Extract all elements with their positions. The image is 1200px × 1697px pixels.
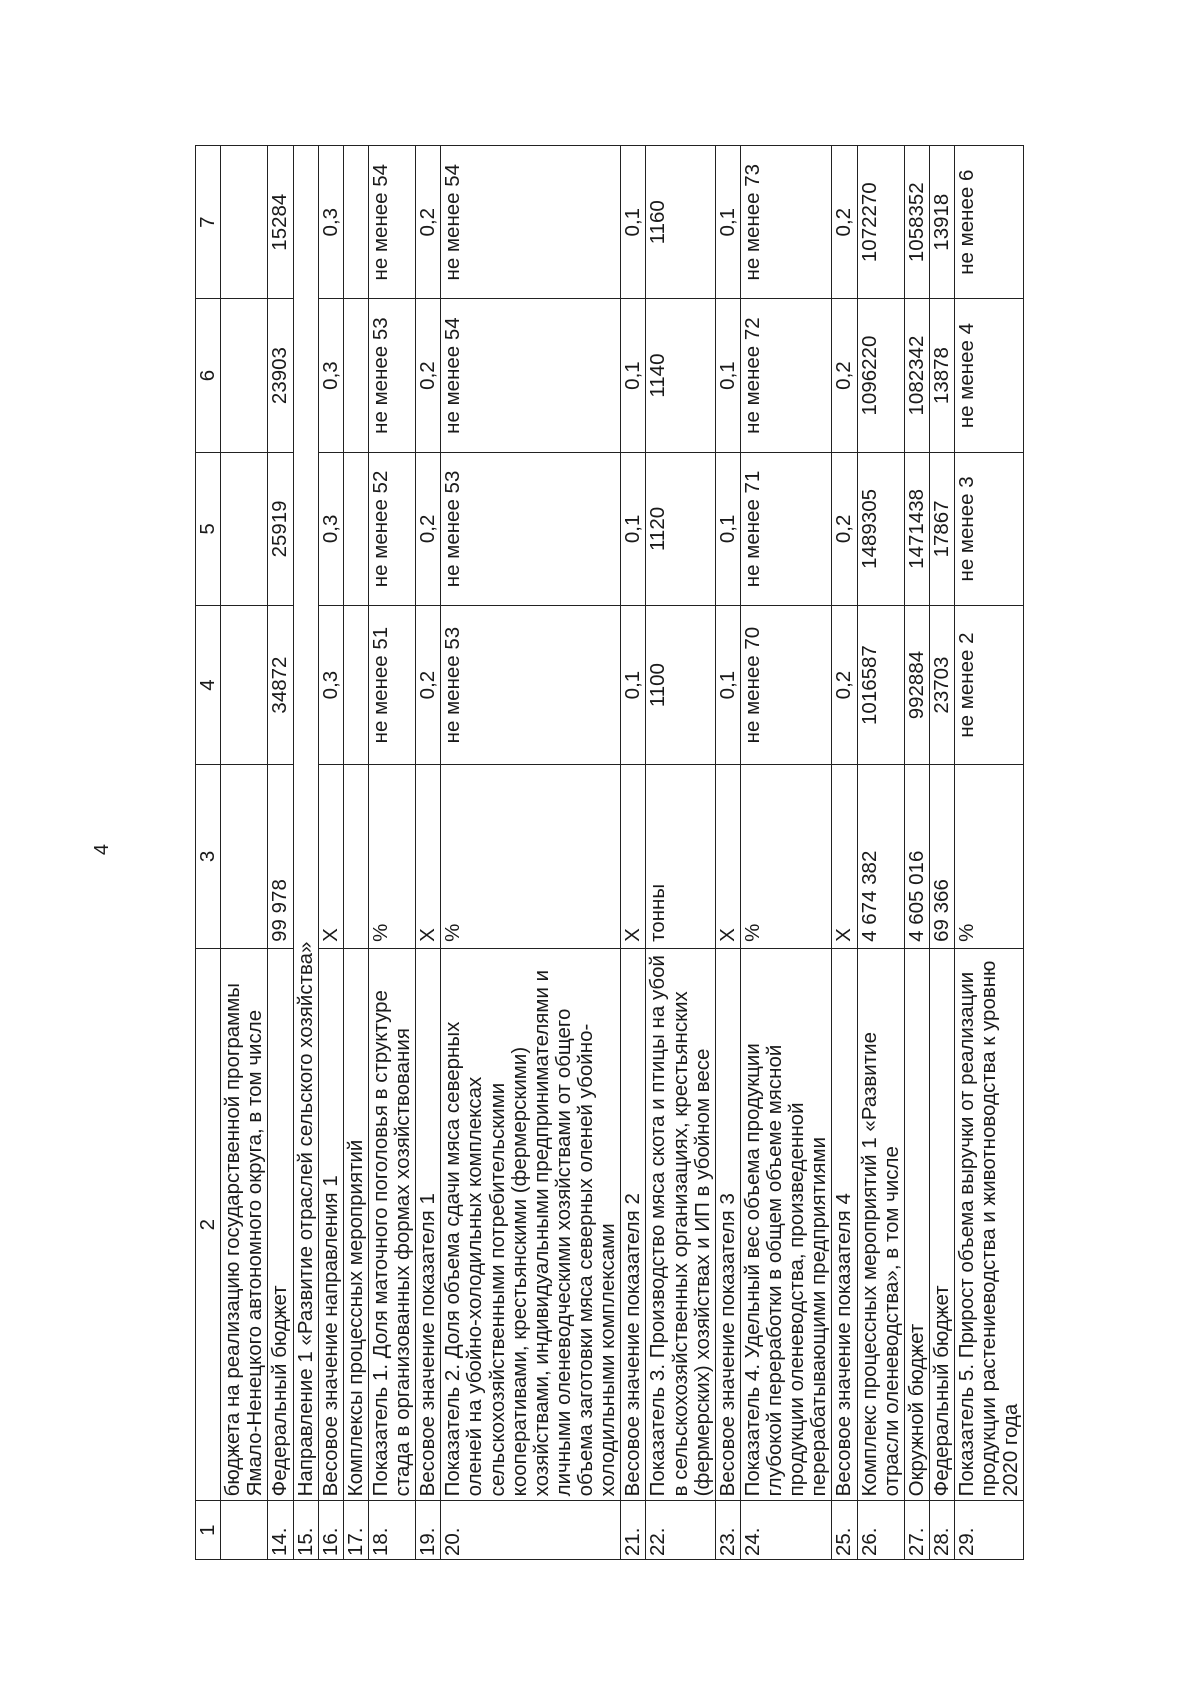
- value-cell-col4: 34872: [268, 606, 293, 765]
- header-cell: 4: [196, 606, 221, 765]
- header-cell: 7: [196, 146, 221, 299]
- table-row: [441, 146, 621, 1560]
- value-cell-col7: 13918: [929, 146, 954, 299]
- unit-or-total-cell: X: [621, 765, 646, 949]
- value-cell-col4: 0,2: [416, 606, 441, 765]
- value-cell-col7: [221, 146, 268, 299]
- value-cell-col5: не менее 52: [368, 452, 415, 605]
- row-number: 24.: [740, 1501, 832, 1560]
- value-cell-col5: 17867: [929, 452, 954, 605]
- row-number: 26.: [857, 1501, 904, 1560]
- unit-or-total-cell: X: [715, 765, 740, 949]
- unit-or-total-cell: X: [416, 765, 441, 949]
- value-cell-col4: 0,1: [715, 606, 740, 765]
- table-row: [621, 146, 646, 1560]
- value-cell-col4: не менее 53: [441, 606, 621, 765]
- table-row: [318, 146, 343, 1560]
- value-cell-col6: 13878: [929, 299, 954, 452]
- value-cell-col6: 0,3: [318, 299, 343, 452]
- table-row: [268, 146, 293, 1560]
- row-number: 23.: [715, 1501, 740, 1560]
- table-row: [715, 146, 740, 1560]
- value-cell-col7: не менее 54: [441, 146, 621, 299]
- unit-or-total-cell: [343, 765, 368, 949]
- unit-or-total-cell: 99 978: [268, 765, 293, 949]
- value-cell-col5: не менее 53: [441, 452, 621, 605]
- value-cell-col5: 0,2: [416, 452, 441, 605]
- value-cell-col7: 1160: [646, 146, 715, 299]
- unit-or-total-cell: %: [368, 765, 415, 949]
- value-cell-col6: 0,1: [715, 299, 740, 452]
- row-number: 20.: [441, 1501, 621, 1560]
- table-row: [857, 146, 904, 1560]
- value-cell-col4: [343, 606, 368, 765]
- value-cell-col7: 15284: [268, 146, 293, 299]
- value-cell-col5: 1489305: [857, 452, 904, 605]
- row-title: Окружной бюджет: [904, 948, 929, 1501]
- row-number: 29.: [955, 1501, 1024, 1560]
- value-cell-col4: 0,1: [621, 606, 646, 765]
- value-cell-col7: не менее 6: [955, 146, 1024, 299]
- value-cell-col7: 0,2: [416, 146, 441, 299]
- indicators-table: [195, 145, 1024, 1560]
- unit-or-total-cell: 69 366: [929, 765, 954, 949]
- value-cell-col5: не менее 3: [955, 452, 1024, 605]
- value-cell-col6: не менее 4: [955, 299, 1024, 452]
- row-number: 22.: [646, 1501, 715, 1560]
- value-cell-col4: 0,2: [832, 606, 857, 765]
- table-row: [368, 146, 415, 1560]
- value-cell-col4: 1100: [646, 606, 715, 765]
- value-cell-col7: [343, 146, 368, 299]
- value-cell-col6: 1096220: [857, 299, 904, 452]
- value-cell-col7: 0,2: [832, 146, 857, 299]
- table-row: [221, 146, 268, 1560]
- header-cell: 3: [196, 765, 221, 949]
- value-cell-col6: не менее 54: [441, 299, 621, 452]
- value-cell-col6: [221, 299, 268, 452]
- row-number: 15.: [293, 1501, 318, 1560]
- row-title: Показатель 1. Доля маточного поголовья в структуре стада в организованных формах хозяйствования: [368, 948, 415, 1501]
- row-title: Показатель 2. Доля объема сдачи мяса северных оленей на убойно-холодильных комплексах сельскохозяйственными потребительскими кооперативами, крестьянскими (фермерскими) хозяйствами, индивидуальными предпринимателями и личными оленеводческими хозяйствами от общего объема заготовки мяса северных оленей убойно-холодильными комплексами: [441, 948, 621, 1501]
- row-number: 27.: [904, 1501, 929, 1560]
- unit-or-total-cell: 4 605 016: [904, 765, 929, 949]
- value-cell-col4: не менее 2: [955, 606, 1024, 765]
- value-cell-col4: 0,3: [318, 606, 343, 765]
- unit-or-total-cell: %: [740, 765, 832, 949]
- row-title: Весовое значение показателя 1: [416, 948, 441, 1501]
- value-cell-col6: не менее 72: [740, 299, 832, 452]
- value-cell-col7: 0,1: [715, 146, 740, 299]
- header-cell: 6: [196, 299, 221, 452]
- row-title: бюджета на реализацию государственной программы Ямало-Ненецкого автономного округа, в том числе: [221, 948, 268, 1501]
- row-title: Весовое значение показателя 3: [715, 948, 740, 1501]
- header-cell: 1: [196, 1501, 221, 1560]
- value-cell-col6: 1082342: [904, 299, 929, 452]
- row-title: Весовое значение показателя 4: [832, 948, 857, 1501]
- row-title: Весовое значение направления 1: [318, 948, 343, 1501]
- value-cell-col7: 0,1: [621, 146, 646, 299]
- row-title: Комплексы процессных мероприятий: [343, 948, 368, 1501]
- row-number: 21.: [621, 1501, 646, 1560]
- value-cell-col4: 23703: [929, 606, 954, 765]
- table-header-row: [196, 146, 221, 1560]
- row-title: Федеральный бюджет: [268, 948, 293, 1501]
- value-cell-col4: [221, 606, 268, 765]
- rotated-table-wrapper: [195, 145, 1113, 1560]
- value-cell-col4: не менее 70: [740, 606, 832, 765]
- value-cell-col5: [221, 452, 268, 605]
- row-number: 28.: [929, 1501, 954, 1560]
- table-row: [740, 146, 832, 1560]
- table-row: [929, 146, 954, 1560]
- row-title: Весовое значение показателя 2: [621, 948, 646, 1501]
- value-cell-col6: не менее 53: [368, 299, 415, 452]
- value-cell-col4: 992884: [904, 606, 929, 765]
- unit-or-total-cell: тонны: [646, 765, 715, 949]
- value-cell-col7: не менее 54: [368, 146, 415, 299]
- row-number: 14.: [268, 1501, 293, 1560]
- value-cell-col7: 1058352: [904, 146, 929, 299]
- row-title: Показатель 3. Производство мяса скота и птицы на убой в сельскохозяйственных организациях, крестьянских (фермерских) хозяйствах и ИП в убойном весе: [646, 948, 715, 1501]
- row-title: Направление 1 «Развитие отраслей сельского хозяйства»: [293, 146, 318, 1501]
- table-row: [416, 146, 441, 1560]
- unit-or-total-cell: %: [441, 765, 621, 949]
- table-row: [293, 146, 318, 1560]
- table-body: [196, 146, 1024, 1560]
- value-cell-col6: 0,1: [621, 299, 646, 452]
- unit-or-total-cell: %: [955, 765, 1024, 949]
- value-cell-col4: 1016587: [857, 606, 904, 765]
- unit-or-total-cell: [221, 765, 268, 949]
- row-title: Федеральный бюджет: [929, 948, 954, 1501]
- row-title: Показатель 4. Удельный вес объема продукции глубокой переработки в общем объеме мясной продукции оленеводства, произведенной перерабатывающими предприятиями: [740, 948, 832, 1501]
- table-row: [646, 146, 715, 1560]
- value-cell-col6: 0,2: [416, 299, 441, 452]
- table-row: [343, 146, 368, 1560]
- table-row: [904, 146, 929, 1560]
- header-cell: 5: [196, 452, 221, 605]
- value-cell-col6: 23903: [268, 299, 293, 452]
- unit-or-total-cell: X: [318, 765, 343, 949]
- row-number: 18.: [368, 1501, 415, 1560]
- value-cell-col6: 1140: [646, 299, 715, 452]
- value-cell-col7: не менее 73: [740, 146, 832, 299]
- value-cell-col5: 25919: [268, 452, 293, 605]
- value-cell-col6: 0,2: [832, 299, 857, 452]
- value-cell-col7: 1072270: [857, 146, 904, 299]
- value-cell-col7: 0,3: [318, 146, 343, 299]
- value-cell-col6: [343, 299, 368, 452]
- row-title: Показатель 5. Прирост объема выручки от реализации продукции растениеводства и животноводства к уровню 2020 года: [955, 948, 1024, 1501]
- value-cell-col5: 0,2: [832, 452, 857, 605]
- row-number: 17.: [343, 1501, 368, 1560]
- value-cell-col5: 1120: [646, 452, 715, 605]
- row-number: 25.: [832, 1501, 857, 1560]
- row-title: Комплекс процессных мероприятий 1 «Развитие отрасли оленеводства», в том числе: [857, 948, 904, 1501]
- page-number: 4: [91, 843, 114, 856]
- unit-or-total-cell: X: [832, 765, 857, 949]
- value-cell-col5: не менее 71: [740, 452, 832, 605]
- row-number: 16.: [318, 1501, 343, 1560]
- value-cell-col5: 0,1: [621, 452, 646, 605]
- table-row: [832, 146, 857, 1560]
- row-number: [221, 1501, 268, 1560]
- table-row: [955, 146, 1024, 1560]
- value-cell-col5: 1471438: [904, 452, 929, 605]
- value-cell-col5: 0,1: [715, 452, 740, 605]
- unit-or-total-cell: 4 674 382: [857, 765, 904, 949]
- value-cell-col5: 0,3: [318, 452, 343, 605]
- value-cell-col4: не менее 51: [368, 606, 415, 765]
- header-cell: 2: [196, 948, 221, 1501]
- value-cell-col5: [343, 452, 368, 605]
- row-number: 19.: [416, 1501, 441, 1560]
